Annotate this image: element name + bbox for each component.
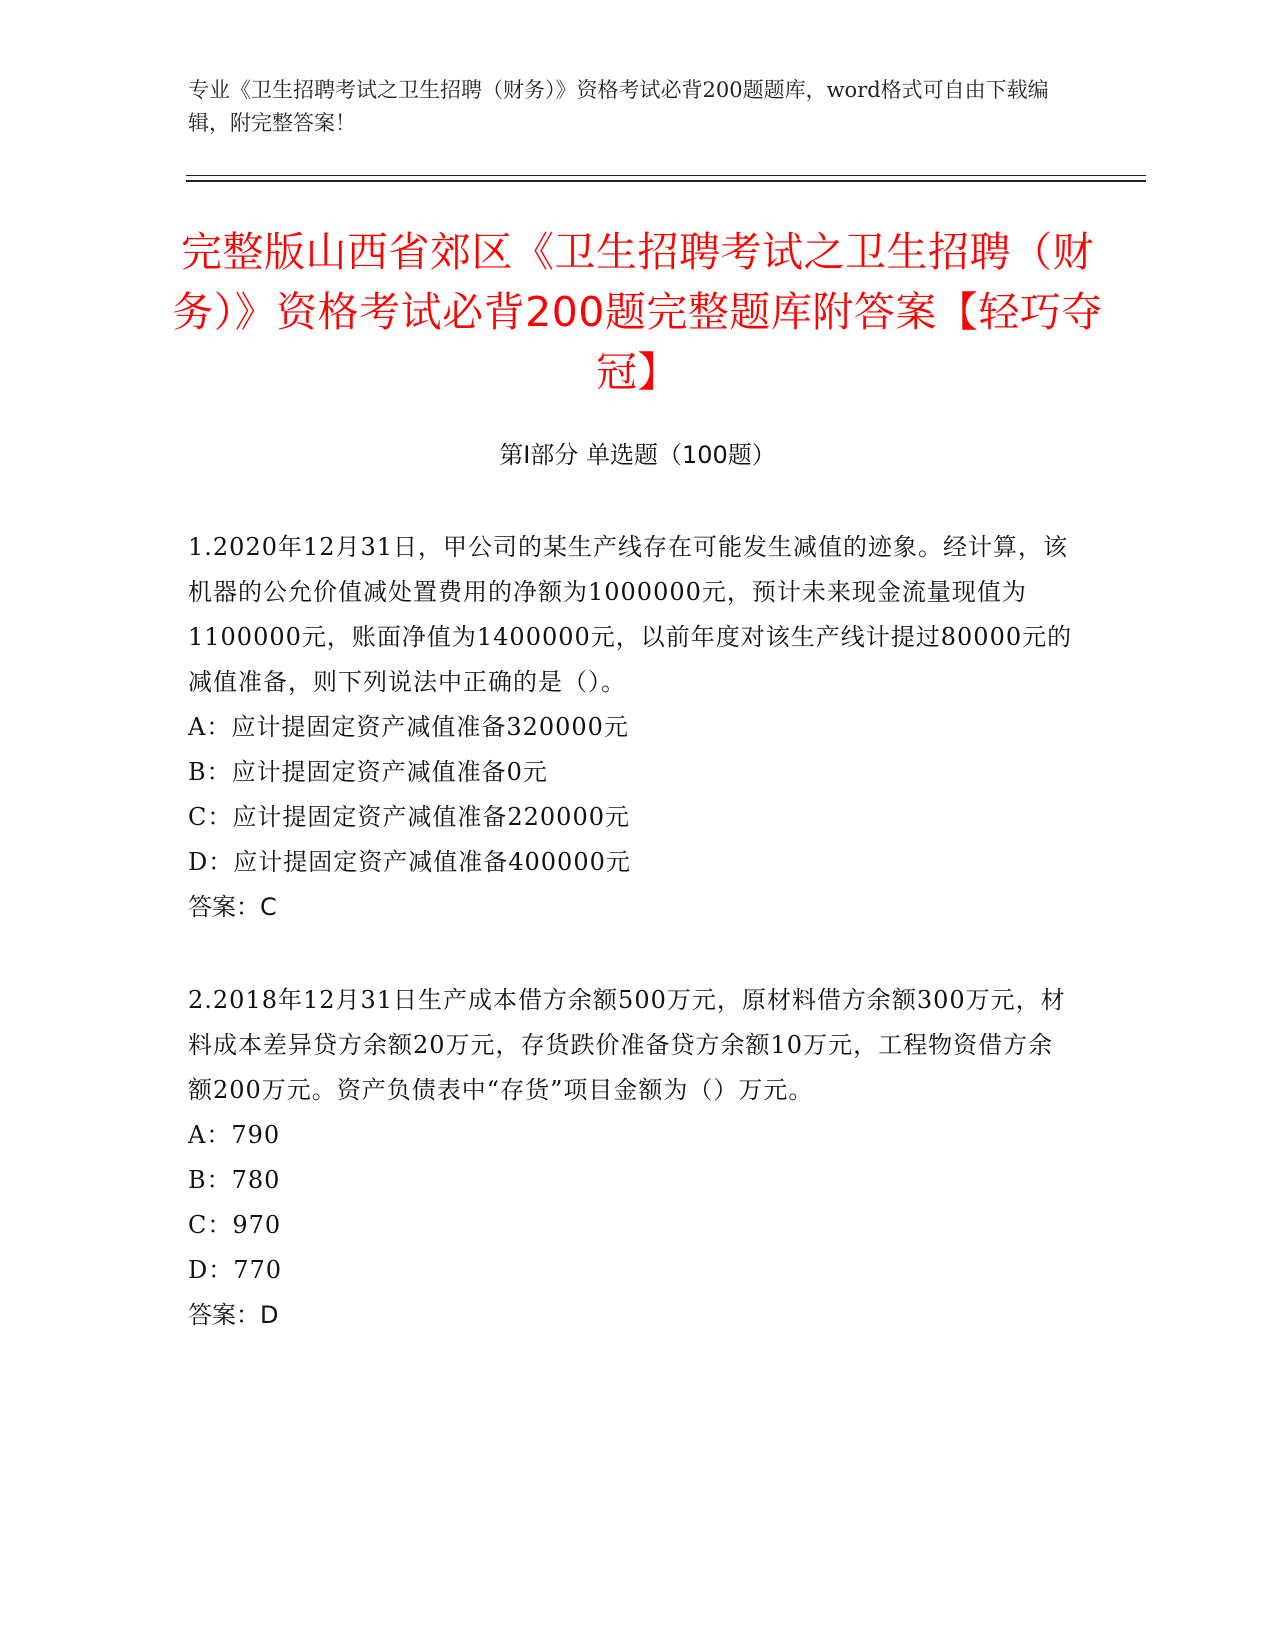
- header-divider-thin: [186, 175, 1146, 176]
- header-note: 专业《卫生招聘考试之卫生招聘（财务）》资格考试必背200题题库，word格式可自由下载编辑，附完整答案！: [188, 78, 1049, 135]
- question-1: [188, 525, 1078, 930]
- option-a: A：应计提固定资产减值准备320000元: [188, 713, 629, 741]
- option-c: C：应计提固定资产减值准备220000元: [188, 803, 630, 831]
- document-title: 完整版山西省郊区《卫生招聘考试之卫生招聘（财务）》资格考试必背200题完整题库附答案【轻巧夺冠】: [172, 228, 1103, 396]
- option-a: A：790: [188, 1121, 281, 1149]
- answer-line: 答案：D: [188, 1301, 279, 1329]
- option-d: D：770: [188, 1256, 283, 1284]
- section-heading: 第I部分 单选题（100题）: [499, 441, 776, 469]
- question-stem: 1.2020年12月31日，甲公司的某生产线存在可能发生减值的迹象。经计算，该机器的公允价值减处置费用的净额为1000000元，预计未来现金流量现值为1100000元，账面净值为1400000元，以前年度对该生产线计提过80000元的减值准备，则下列说法中正确的是（）。: [188, 533, 1073, 696]
- answer-line: 答案：C: [188, 893, 277, 921]
- option-d: D：应计提固定资产减值准备400000元: [188, 848, 631, 876]
- option-b: B：应计提固定资产减值准备0元: [188, 758, 548, 786]
- option-c: C：970: [188, 1211, 282, 1239]
- question-stem: 2.2018年12月31日生产成本借方余额500万元，原材料借方余额300万元，材料成本差异贷方余额20万元，存货跌价准备贷方余额10万元，工程物资借方余额200万元。资产负债表中“存货”项目金额为（）万元。: [188, 986, 1066, 1104]
- header-divider-thick: [186, 180, 1146, 182]
- question-2: [188, 978, 1078, 1338]
- option-b: B：780: [188, 1166, 281, 1194]
